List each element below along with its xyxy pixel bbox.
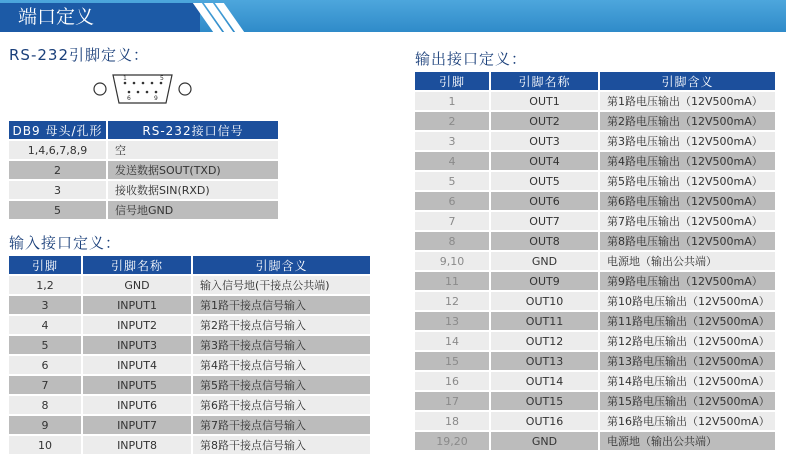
header-bar [0,0,786,32]
table-row [9,335,371,355]
table-row [415,391,776,411]
table-row [415,111,776,131]
rs232-table [9,121,280,219]
cell-pin: 8 [415,231,490,251]
cell-name: OUT11 [490,311,599,331]
table-row [415,411,776,431]
cell-meaning: 第7路电压输出（12V500mA） [599,211,776,231]
cell-signal: 发送数据SOUT(TXD) [107,160,279,180]
db9-connector-icon [90,70,195,108]
table-row [9,200,279,219]
table-row [415,271,776,291]
cell-name: OUT3 [490,131,599,151]
cell-name: GND [490,431,599,450]
cell-pin: 6 [9,355,82,375]
cell-pin: 11 [415,271,490,291]
cell-pin: 9 [9,415,82,435]
cell-meaning: 第11路电压输出（12V500mA） [599,311,776,331]
cell-name: OUT10 [490,291,599,311]
cell-name: OUT7 [490,211,599,231]
cell-name: OUT8 [490,231,599,251]
cell-meaning: 第5路干接点信号输入 [192,375,371,395]
table-row [415,211,776,231]
cell-name: INPUT4 [82,355,192,375]
cell-pin: 4 [9,315,82,335]
table-row [415,371,776,391]
cell-pin: 15 [415,351,490,371]
cell-signal: 空 [107,140,279,160]
cell-pin: 13 [415,311,490,331]
cell-pin: 10 [9,435,82,454]
table-row [9,140,279,160]
cell-pin: 3 [9,295,82,315]
table-row [415,351,776,371]
cell-name: GND [82,275,192,295]
cell-name: INPUT5 [82,375,192,395]
table-row [9,160,279,180]
cell-name: INPUT7 [82,415,192,435]
output-title: 输出接口定义： [415,50,528,68]
cell-meaning: 第8路电压输出（12V500mA） [599,231,776,251]
table-row [415,431,776,450]
cell-pin: 5 [9,200,107,219]
cell-meaning: 第2路干接点信号输入 [192,315,371,335]
table-row [415,291,776,311]
cell-signal: 信号地GND [107,200,279,219]
cell-meaning: 第15路电压输出（12V500mA） [599,391,776,411]
cell-meaning: 第3路干接点信号输入 [192,335,371,355]
cell-signal: 接收数据SIN(RXD) [107,180,279,200]
cell-name: OUT14 [490,371,599,391]
table-row [9,395,371,415]
cell-name: OUT9 [490,271,599,291]
pin-label: 6 [127,95,131,102]
cell-name: INPUT8 [82,435,192,454]
cell-pin: 2 [415,111,490,131]
pin-label: 5 [160,75,164,82]
cell-meaning: 第16路电压输出（12V500mA） [599,411,776,431]
cell-meaning: 第4路电压输出（12V500mA） [599,151,776,171]
cell-pin: 4 [415,151,490,171]
cell-name: INPUT3 [82,335,192,355]
column-header: 引脚 [9,256,82,275]
table-header-row [9,121,279,140]
cell-pin: 19,20 [415,431,490,450]
cell-meaning: 第8路干接点信号输入 [192,435,371,454]
column-header: RS-232接口信号 [107,121,279,140]
cell-meaning: 输入信号地(干接点公共端) [192,275,371,295]
cell-meaning: 第1路电压输出（12V500mA） [599,91,776,111]
table-row [9,315,371,335]
column-header: DB9 母头/孔形 [9,121,107,140]
cell-meaning: 第12路电压输出（12V500mA） [599,331,776,351]
table-row [9,295,371,315]
cell-meaning: 第1路干接点信号输入 [192,295,371,315]
table-row [415,311,776,331]
column-header: 引脚名称 [490,72,599,91]
cell-pin: 9,10 [415,251,490,271]
table-row [415,231,776,251]
cell-name: INPUT1 [82,295,192,315]
input-table [9,256,372,454]
cell-pin: 7 [9,375,82,395]
cell-name: INPUT2 [82,315,192,335]
cell-pin: 18 [415,411,490,431]
cell-meaning: 第7路干接点信号输入 [192,415,371,435]
table-row [415,191,776,211]
cell-pin: 3 [415,131,490,151]
cell-name: OUT4 [490,151,599,171]
cell-meaning: 第6路干接点信号输入 [192,395,371,415]
cell-meaning: 第10路电压输出（12V500mA） [599,291,776,311]
cell-meaning: 电源地（输出公共端） [599,251,776,271]
table-row [415,331,776,351]
table-row [415,91,776,111]
cell-name: OUT6 [490,191,599,211]
rs232-title: RS-232引脚定义： [9,46,149,64]
cell-pin: 1 [415,91,490,111]
table-row [9,415,371,435]
cell-meaning: 第9路电压输出（12V500mA） [599,271,776,291]
cell-pin: 5 [415,171,490,191]
input-title: 输入接口定义： [9,234,122,252]
table-row [415,171,776,191]
table-row [415,251,776,271]
cell-name: OUT12 [490,331,599,351]
cell-pin: 2 [9,160,107,180]
column-header: 引脚含义 [192,256,371,275]
pin-label: 1 [123,75,127,82]
page-title: 端口定义 [0,3,200,32]
cell-meaning: 第4路干接点信号输入 [192,355,371,375]
pin-label: 9 [154,95,158,102]
table-row [9,375,371,395]
cell-meaning: 第5路电压输出（12V500mA） [599,171,776,191]
cell-pin: 3 [9,180,107,200]
cell-pin: 7 [415,211,490,231]
cell-meaning: 电源地（输出公共端） [599,431,776,450]
table-row [415,151,776,171]
cell-pin: 1,2 [9,275,82,295]
cell-pin: 1,4,6,7,8,9 [9,140,107,160]
cell-name: OUT1 [490,91,599,111]
cell-name: GND [490,251,599,271]
cell-name: OUT15 [490,391,599,411]
table-row [9,355,371,375]
cell-meaning: 第6路电压输出（12V500mA） [599,191,776,211]
cell-name: OUT13 [490,351,599,371]
table-row [415,131,776,151]
table-header-row [415,72,776,91]
cell-name: INPUT6 [82,395,192,415]
cell-meaning: 第3路电压输出（12V500mA） [599,131,776,151]
column-header: 引脚名称 [82,256,192,275]
table-row [9,275,371,295]
cell-pin: 6 [415,191,490,211]
cell-meaning: 第13路电压输出（12V500mA） [599,351,776,371]
column-header: 引脚含义 [599,72,776,91]
cell-pin: 8 [9,395,82,415]
cell-pin: 12 [415,291,490,311]
cell-name: OUT16 [490,411,599,431]
table-row [9,180,279,200]
table-row [9,435,371,454]
cell-pin: 14 [415,331,490,351]
table-header-row [9,256,371,275]
cell-meaning: 第2路电压输出（12V500mA） [599,111,776,131]
cell-meaning: 第14路电压输出（12V500mA） [599,371,776,391]
output-table [415,72,777,450]
cell-name: OUT2 [490,111,599,131]
cell-pin: 5 [9,335,82,355]
cell-name: OUT5 [490,171,599,191]
column-header: 引脚 [415,72,490,91]
cell-pin: 16 [415,371,490,391]
cell-pin: 17 [415,391,490,411]
